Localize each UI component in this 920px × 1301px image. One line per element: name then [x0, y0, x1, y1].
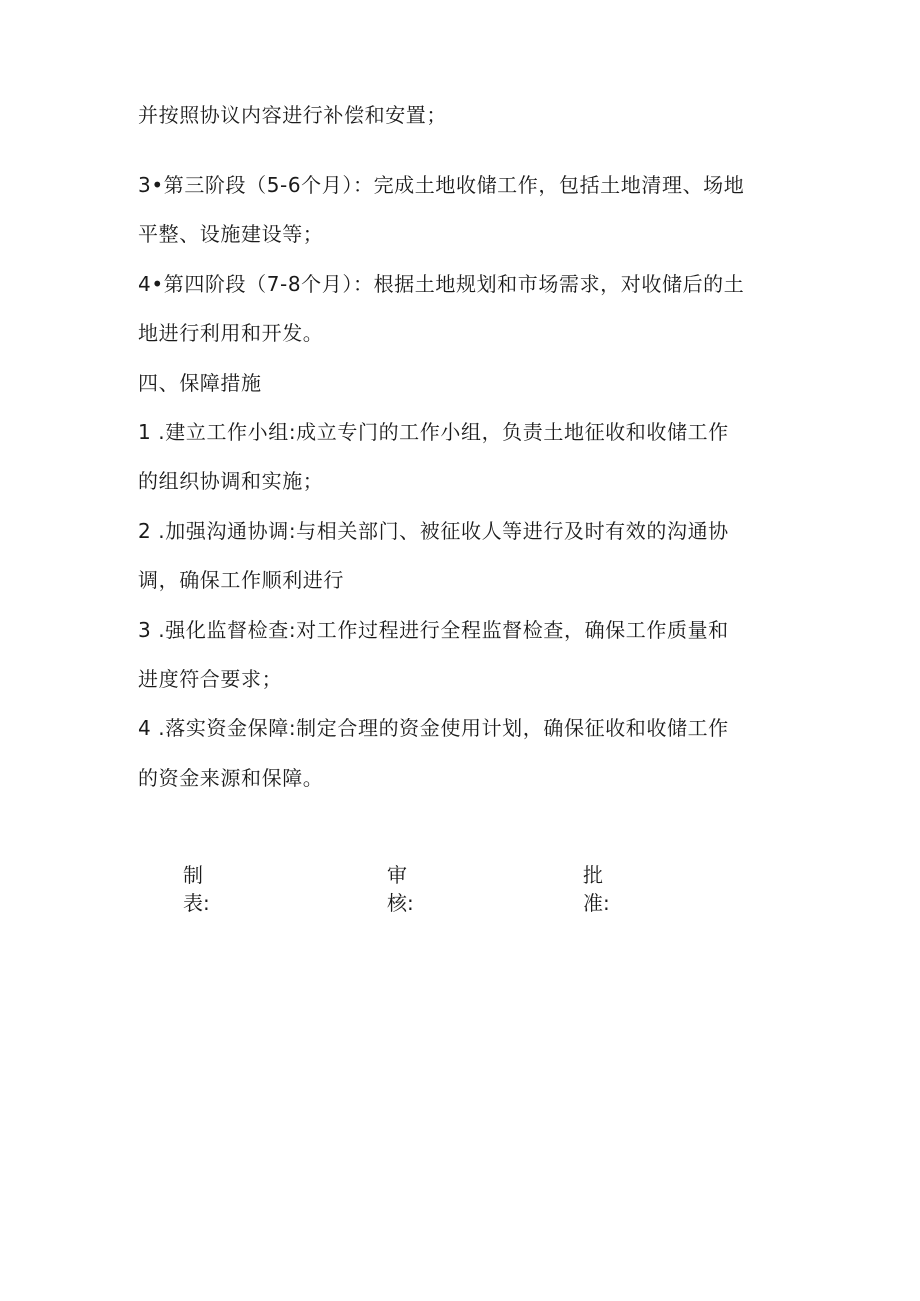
- signature-approve-label-1: 批: [583, 863, 603, 887]
- text-line: 进度符合要求；: [138, 667, 283, 691]
- text-line: 3 .强化监督检查:对工作过程进行全程监督检查，确保工作质量和: [138, 618, 729, 642]
- signature-review-label-2: 核:: [387, 891, 414, 915]
- text-line: 的资金来源和保障。: [138, 766, 324, 790]
- text-line: 1 .建立工作小组:成立专门的工作小组，负责土地征收和收储工作: [138, 420, 729, 444]
- text-line: 并按照协议内容进行补偿和安置；: [138, 103, 447, 127]
- text-line: 2 .加强沟通协调:与相关部门、被征收人等进行及时有效的沟通协: [138, 519, 729, 543]
- signature-approve-label-2: 准:: [583, 891, 610, 915]
- signature-made-label-2: 表:: [183, 891, 210, 915]
- text-line: 4 .落实资金保障:制定合理的资金使用计划，确保征收和收储工作: [138, 716, 729, 740]
- text-line: 调，确保工作顺利进行: [138, 568, 344, 592]
- signature-review-label-1: 审: [387, 863, 407, 887]
- text-line: 的组织协调和实施；: [138, 469, 324, 493]
- text-line: 4•第四阶段（7-8个月）：根据土地规划和市场需求，对收储后的土: [138, 272, 745, 296]
- text-line: 平整、设施建设等；: [138, 222, 324, 246]
- signature-made-label-1: 制: [183, 863, 203, 887]
- text-line: 3•第三阶段（5-6个月）：完成土地收储工作，包括土地清理、场地: [138, 173, 745, 197]
- section-heading: 四、保障措施: [138, 371, 262, 395]
- text-line: 地进行利用和开发。: [138, 321, 324, 345]
